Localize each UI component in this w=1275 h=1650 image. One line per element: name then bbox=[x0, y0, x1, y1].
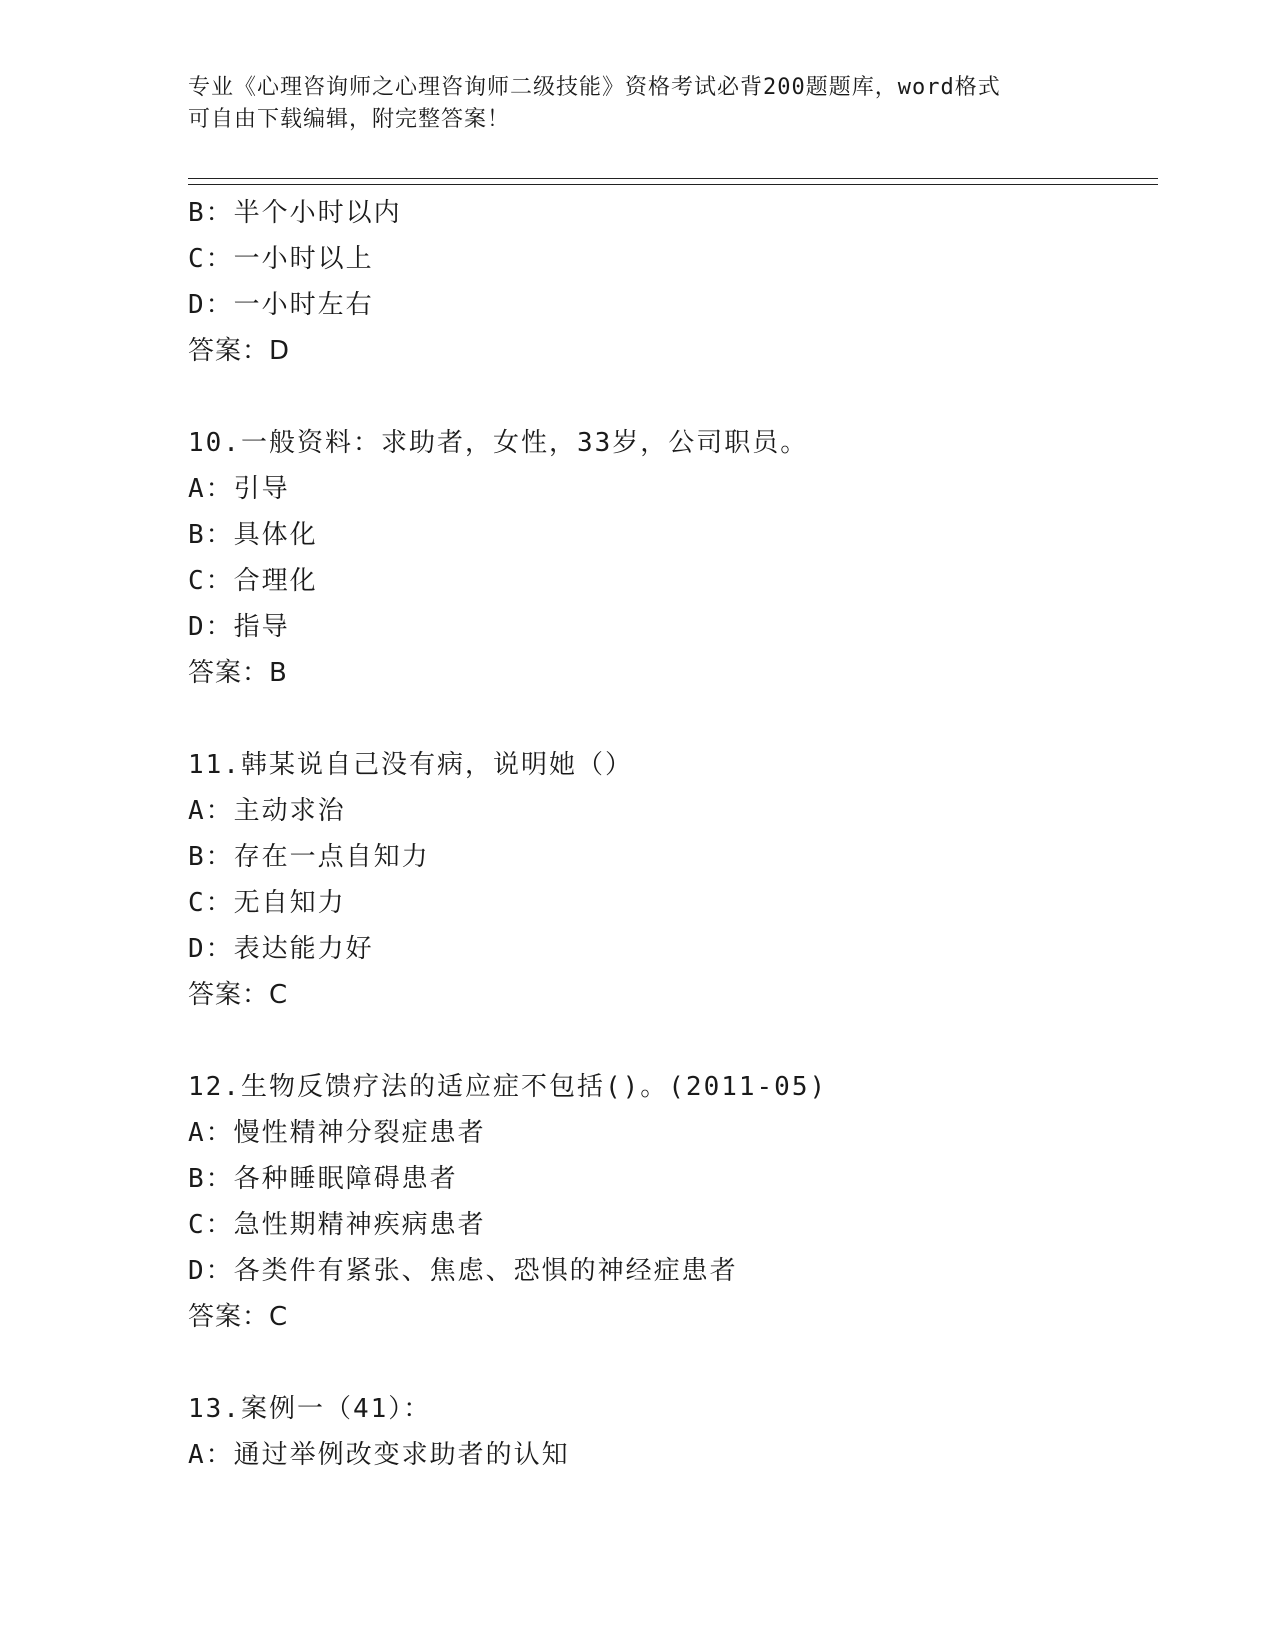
question-block-13 bbox=[188, 1386, 1148, 1478]
question-text: 13.案例一（41）： bbox=[188, 1394, 432, 1424]
spacer bbox=[188, 1340, 1148, 1386]
option-d: D：一小时左右 bbox=[188, 290, 374, 320]
header-line-1: 专业《心理咨询师之心理咨询师二级技能》资格考试必背200题题库，word格式 bbox=[188, 75, 1001, 100]
question-block-9 bbox=[188, 190, 1148, 374]
spacer bbox=[188, 1018, 1148, 1064]
option-b: B：半个小时以内 bbox=[188, 198, 402, 228]
option-c: C：一小时以上 bbox=[188, 244, 374, 274]
option-c: C：合理化 bbox=[188, 566, 318, 596]
question-block-11 bbox=[188, 742, 1148, 1018]
question-text: 11.韩某说自己没有病，说明她（） bbox=[188, 750, 633, 780]
question-block-10 bbox=[188, 420, 1148, 696]
option-b: B：各种睡眠障碍患者 bbox=[188, 1164, 458, 1194]
option-b: B：存在一点自知力 bbox=[188, 842, 430, 872]
question-list bbox=[188, 190, 1148, 1478]
option-a: A：慢性精神分裂症患者 bbox=[188, 1118, 486, 1148]
option-c: C：无自知力 bbox=[188, 888, 346, 918]
answer-line: 答案：D bbox=[188, 336, 291, 366]
answer-line: 答案：C bbox=[188, 980, 289, 1010]
answer-line: 答案：B bbox=[188, 658, 288, 688]
option-d: D：表达能力好 bbox=[188, 934, 374, 964]
spacer bbox=[188, 374, 1148, 420]
option-d: D：指导 bbox=[188, 612, 290, 642]
header-rule-bottom bbox=[188, 184, 1158, 185]
header-rule-top bbox=[188, 178, 1158, 179]
question-block-12 bbox=[188, 1064, 1148, 1340]
option-d: D：各类件有紧张、焦虑、恐惧的神经症患者 bbox=[188, 1256, 738, 1286]
document-header bbox=[188, 72, 1088, 136]
question-text: 10.一般资料：求助者，女性，33岁，公司职员。 bbox=[188, 428, 809, 458]
option-a: A：引导 bbox=[188, 474, 290, 504]
answer-line: 答案：C bbox=[188, 1302, 289, 1332]
question-text: 12.生物反馈疗法的适应症不包括()。(2011-05) bbox=[188, 1072, 828, 1102]
option-c: C：急性期精神疾病患者 bbox=[188, 1210, 486, 1240]
option-b: B：具体化 bbox=[188, 520, 318, 550]
option-a: A：通过举例改变求助者的认知 bbox=[188, 1440, 570, 1470]
option-a: A：主动求治 bbox=[188, 796, 346, 826]
header-line-2: 可自由下载编辑，附完整答案！ bbox=[188, 107, 511, 132]
spacer bbox=[188, 696, 1148, 742]
